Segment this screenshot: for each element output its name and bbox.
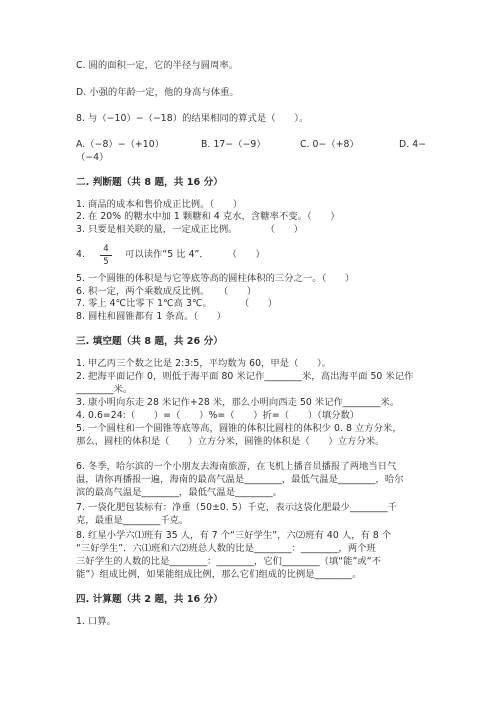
- fill-line-13: 8. 红星小学六⑴班有 35 人，有 7 个“三好学生”，六⑵班有 40 人，有 8 个: [76, 530, 392, 541]
- question-8: 8. 与（−10）−（−18）的结果相同的算式是（ ）。: [76, 113, 309, 124]
- judge-item-4-prefix: 4.: [76, 249, 85, 260]
- fraction-four-fifths: [100, 244, 112, 267]
- fill-line-10: 滨的最高气温是________，最低气温是________。: [76, 487, 283, 498]
- fraction-denominator: 5: [103, 257, 109, 267]
- judge-item-3: 3. 只要是相关联的量，一定成正比例。 （ ）: [76, 224, 304, 235]
- calc-item-1: 1. 口算。: [76, 616, 117, 627]
- judge-item-4-text: 可以读作“5 比 4”． （ ）: [125, 249, 265, 260]
- fill-line-4: 3. 康小明向东走 28 米记作+28 米，那么小明向西走 50 米记作________米。: [76, 397, 400, 408]
- q8-option-d: D. 4−: [399, 139, 427, 150]
- fill-line-15: 三好学生的人数的比是________：________，它们________（填“能”或“不: [76, 556, 381, 567]
- judge-item-2: 2. 在 20% 的糖水中加 1 颗糖和 4 克水，含糖率不变。（ ）: [76, 211, 340, 222]
- fill-line-14: “三好学生”．六⑴班和六⑵班总人数的比是________：________，两个班: [76, 543, 376, 554]
- fill-line-3: ________米。: [76, 384, 133, 395]
- q8-option-c: C. 0−（+8）: [300, 139, 359, 150]
- fill-line-5: 4. 0.6=24:（ ）=（ ）%=（ ）折=（ ）（填分数）: [76, 410, 360, 421]
- judge-item-6: 6. 积一定，两个乘数成反比例。 （ ）: [76, 286, 257, 297]
- fill-line-8: 6. 冬季，哈尔滨的一个小朋友去海南旅游，在飞机上播音员播报了两地当日气: [76, 461, 397, 472]
- fill-line-9: 温，请你再播报一遍，海南的最高气温是________，最低气温是________，哈尔: [76, 474, 404, 485]
- q8-option-a: A.（−8）−（+10）: [76, 139, 165, 150]
- question-8-options: [76, 139, 426, 151]
- fill-line-2: 2. 把海平面记作 0，则低于海平面 80 米记作________米，高出海平面 50 米记作: [76, 371, 414, 382]
- judge-heading: 二. 判断题（共 8 题，共 16 分）: [76, 177, 223, 188]
- q8-option-b: B. 17−（−9）: [201, 139, 266, 150]
- judge-item-7: 7. 零上 4℃比零下 1℃高 3℃。 （ ）: [76, 298, 278, 309]
- fill-line-11: 7. 一袋化肥包装标有：净重（50±0. 5）千克，表示这袋化肥最少________千: [76, 502, 397, 513]
- fill-line-6: 5. 一个圆柱和一个圆锥等底等高，圆锥的体积比圆柱的体积少 0. 8 立方分米，: [76, 423, 402, 434]
- fill-line-1: 1. 甲乙丙三个数之比是 2:3:5，平均数为 60，甲是（ ）。: [76, 358, 332, 369]
- choice-option-d: D. 小强的年龄一定，他的身高与体重。: [76, 87, 239, 98]
- judge-item-5: 5. 一个圆锥的体积是与它等底等高的圆柱体积的三分之一。（ ）: [76, 273, 355, 284]
- fraction-numerator: 4: [103, 244, 109, 254]
- choice-option-c: C. 圆的面积一定，它的半径与圆周率。: [76, 60, 239, 71]
- fill-heading: 三. 填空题（共 8 题，共 26 分）: [76, 336, 223, 347]
- fraction-bar: [100, 255, 112, 256]
- fill-line-7: 那么，圆柱的体积是（ ）立方分米，圆锥的体积是（ ）立方分米。: [76, 436, 385, 447]
- q8-option-d-continued: （−4）: [76, 152, 109, 163]
- fill-line-16: 能”）组成比例，如果能组成比例，那么它们组成的比例是________。: [76, 569, 362, 580]
- judge-item-8: 8. 圆柱和圆锥都有 1 条高。（ ）: [76, 311, 227, 322]
- calc-heading: 四. 计算题（共 2 题，共 16 分）: [76, 594, 223, 605]
- judge-item-1: 1. 商品的成本和售价成正比例。（ ）: [76, 199, 243, 210]
- fill-line-12: 克，最重是________千克。: [76, 515, 189, 526]
